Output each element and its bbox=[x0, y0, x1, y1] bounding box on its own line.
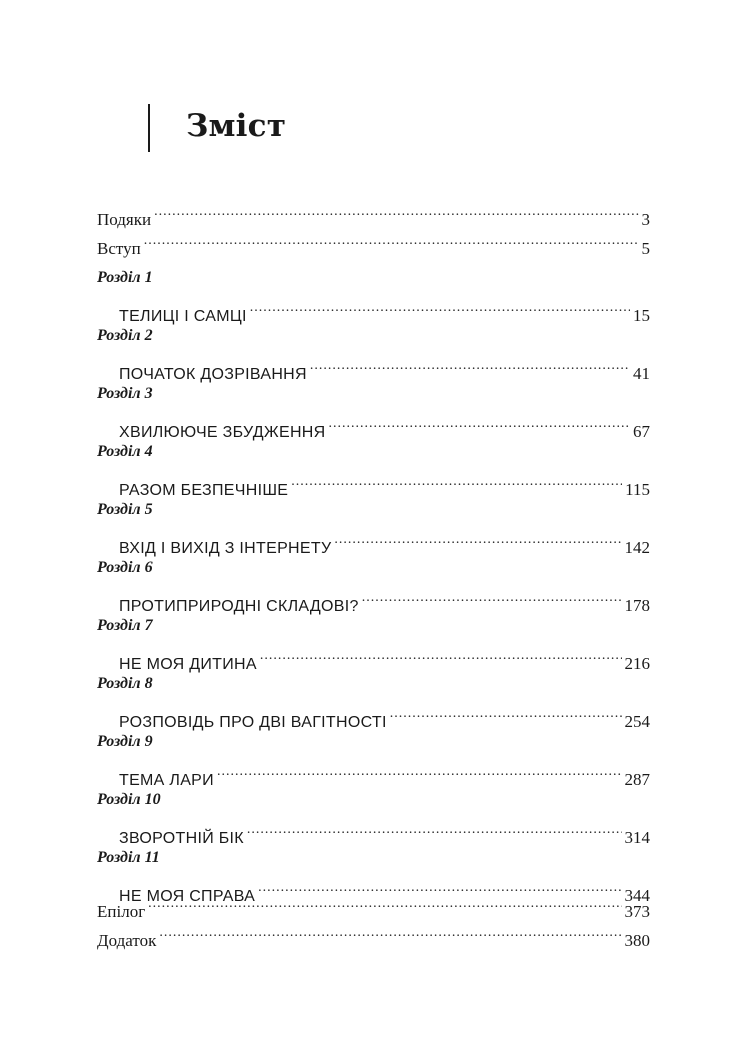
chapter-label: Розділ 11 bbox=[97, 849, 160, 866]
toc-entry-title: ВХІД І ВИХІД З ІНТЕРНЕТУ bbox=[119, 540, 332, 557]
toc-entry-chapter-8[interactable] bbox=[97, 698, 650, 731]
toc-entry-title: ПОЧАТОК ДОЗРІВАННЯ bbox=[119, 366, 307, 383]
toc-entry-chapter-1[interactable] bbox=[97, 292, 650, 325]
toc-entry-page: 254 bbox=[624, 712, 650, 731]
toc-entry-page: 373 bbox=[624, 902, 650, 921]
toc-entry-page: 41 bbox=[633, 364, 650, 383]
toc-entry-epilogue[interactable] bbox=[97, 888, 650, 921]
toc-entry-title: ХВИЛЮЮЧЕ ЗБУДЖЕННЯ bbox=[119, 424, 326, 441]
toc-entry-title: ПРОТИПРИРОДНІ СКЛАДОВІ? bbox=[119, 598, 359, 615]
dot-leader bbox=[334, 524, 621, 553]
toc-entry-chapter-7[interactable] bbox=[97, 640, 650, 673]
dot-leader bbox=[144, 225, 639, 254]
dot-leader bbox=[250, 292, 630, 321]
toc-entry-chapter-6[interactable] bbox=[97, 582, 650, 615]
toc-entry-title: НЕ МОЯ СПРАВА bbox=[119, 888, 256, 905]
toc-entry-page: 287 bbox=[624, 770, 650, 789]
heading-rule bbox=[148, 104, 150, 152]
dot-leader bbox=[310, 350, 630, 379]
toc-entry-appendix[interactable] bbox=[97, 917, 650, 950]
toc-entry-title: Вступ bbox=[97, 239, 141, 258]
chapter-label: Розділ 8 bbox=[97, 675, 153, 692]
dot-leader bbox=[148, 888, 621, 917]
toc-entry-acknowledgements[interactable] bbox=[97, 196, 650, 229]
dot-leader bbox=[362, 582, 622, 611]
toc-entry-introduction[interactable] bbox=[97, 225, 650, 258]
toc-entry-page: 314 bbox=[624, 828, 650, 847]
toc-entry-page: 5 bbox=[641, 239, 650, 258]
toc-entry-title: НЕ МОЯ ДИТИНА bbox=[119, 656, 257, 673]
toc-entry-page: 115 bbox=[625, 480, 650, 499]
chapter-label: Розділ 10 bbox=[97, 791, 161, 808]
toc-back-matter bbox=[97, 888, 650, 950]
page-title: Зміст bbox=[186, 108, 287, 144]
toc-entry-page: 3 bbox=[641, 210, 650, 229]
toc-front-matter bbox=[97, 196, 650, 258]
dot-leader bbox=[159, 917, 621, 946]
chapter-label: Розділ 3 bbox=[97, 385, 153, 402]
toc-entry-page: 380 bbox=[624, 931, 650, 950]
chapter-label: Розділ 6 bbox=[97, 559, 153, 576]
toc-entry-page: 67 bbox=[633, 422, 650, 441]
dot-leader bbox=[329, 408, 630, 437]
toc-entry-title: ЗВОРОТНІЙ БІК bbox=[119, 830, 244, 847]
toc-entry-title: РАЗОМ БЕЗПЕЧНІШЕ bbox=[119, 482, 289, 499]
toc-chapters bbox=[97, 263, 650, 905]
toc-entry-page: 142 bbox=[624, 538, 650, 557]
chapter-label: Розділ 9 bbox=[97, 733, 153, 750]
toc-entry-chapter-9[interactable] bbox=[97, 756, 650, 789]
toc-entry-title: ТЕМА ЛАРИ bbox=[119, 772, 214, 789]
chapter-label: Розділ 2 bbox=[97, 327, 153, 344]
dot-leader bbox=[291, 466, 622, 495]
toc-entry-chapter-10[interactable] bbox=[97, 814, 650, 847]
toc-entry-title: Епілог bbox=[97, 902, 146, 921]
chapter-label: Розділ 1 bbox=[97, 269, 153, 286]
chapter-block-1 bbox=[97, 263, 650, 325]
dot-leader bbox=[260, 640, 622, 669]
chapter-label: Розділ 5 bbox=[97, 501, 153, 518]
chapter-label: Розділ 7 bbox=[97, 617, 153, 634]
toc-entry-page: 344 bbox=[624, 886, 650, 905]
toc-entry-title: Додаток bbox=[97, 931, 157, 950]
chapter-label: Розділ 4 bbox=[97, 443, 153, 460]
dot-leader bbox=[390, 698, 622, 727]
toc-entry-chapter-5[interactable] bbox=[97, 524, 650, 557]
toc-entry-page: 15 bbox=[633, 306, 650, 325]
toc-entry-title: РОЗПОВІДЬ ПРО ДВІ ВАГІТНОСТІ bbox=[119, 714, 387, 731]
toc-entry-chapter-3[interactable] bbox=[97, 408, 650, 441]
dot-leader bbox=[247, 814, 622, 843]
toc-entry-title: Подяки bbox=[97, 210, 152, 229]
toc-entry-chapter-4[interactable] bbox=[97, 466, 650, 499]
toc-entry-page: 178 bbox=[624, 596, 650, 615]
dot-leader bbox=[154, 196, 638, 225]
dot-leader bbox=[217, 756, 622, 785]
toc-entry-chapter-2[interactable] bbox=[97, 350, 650, 383]
toc-entry-title: ТЕЛИЦІ І САМЦІ bbox=[119, 308, 247, 325]
toc-entry-page: 216 bbox=[624, 654, 650, 673]
